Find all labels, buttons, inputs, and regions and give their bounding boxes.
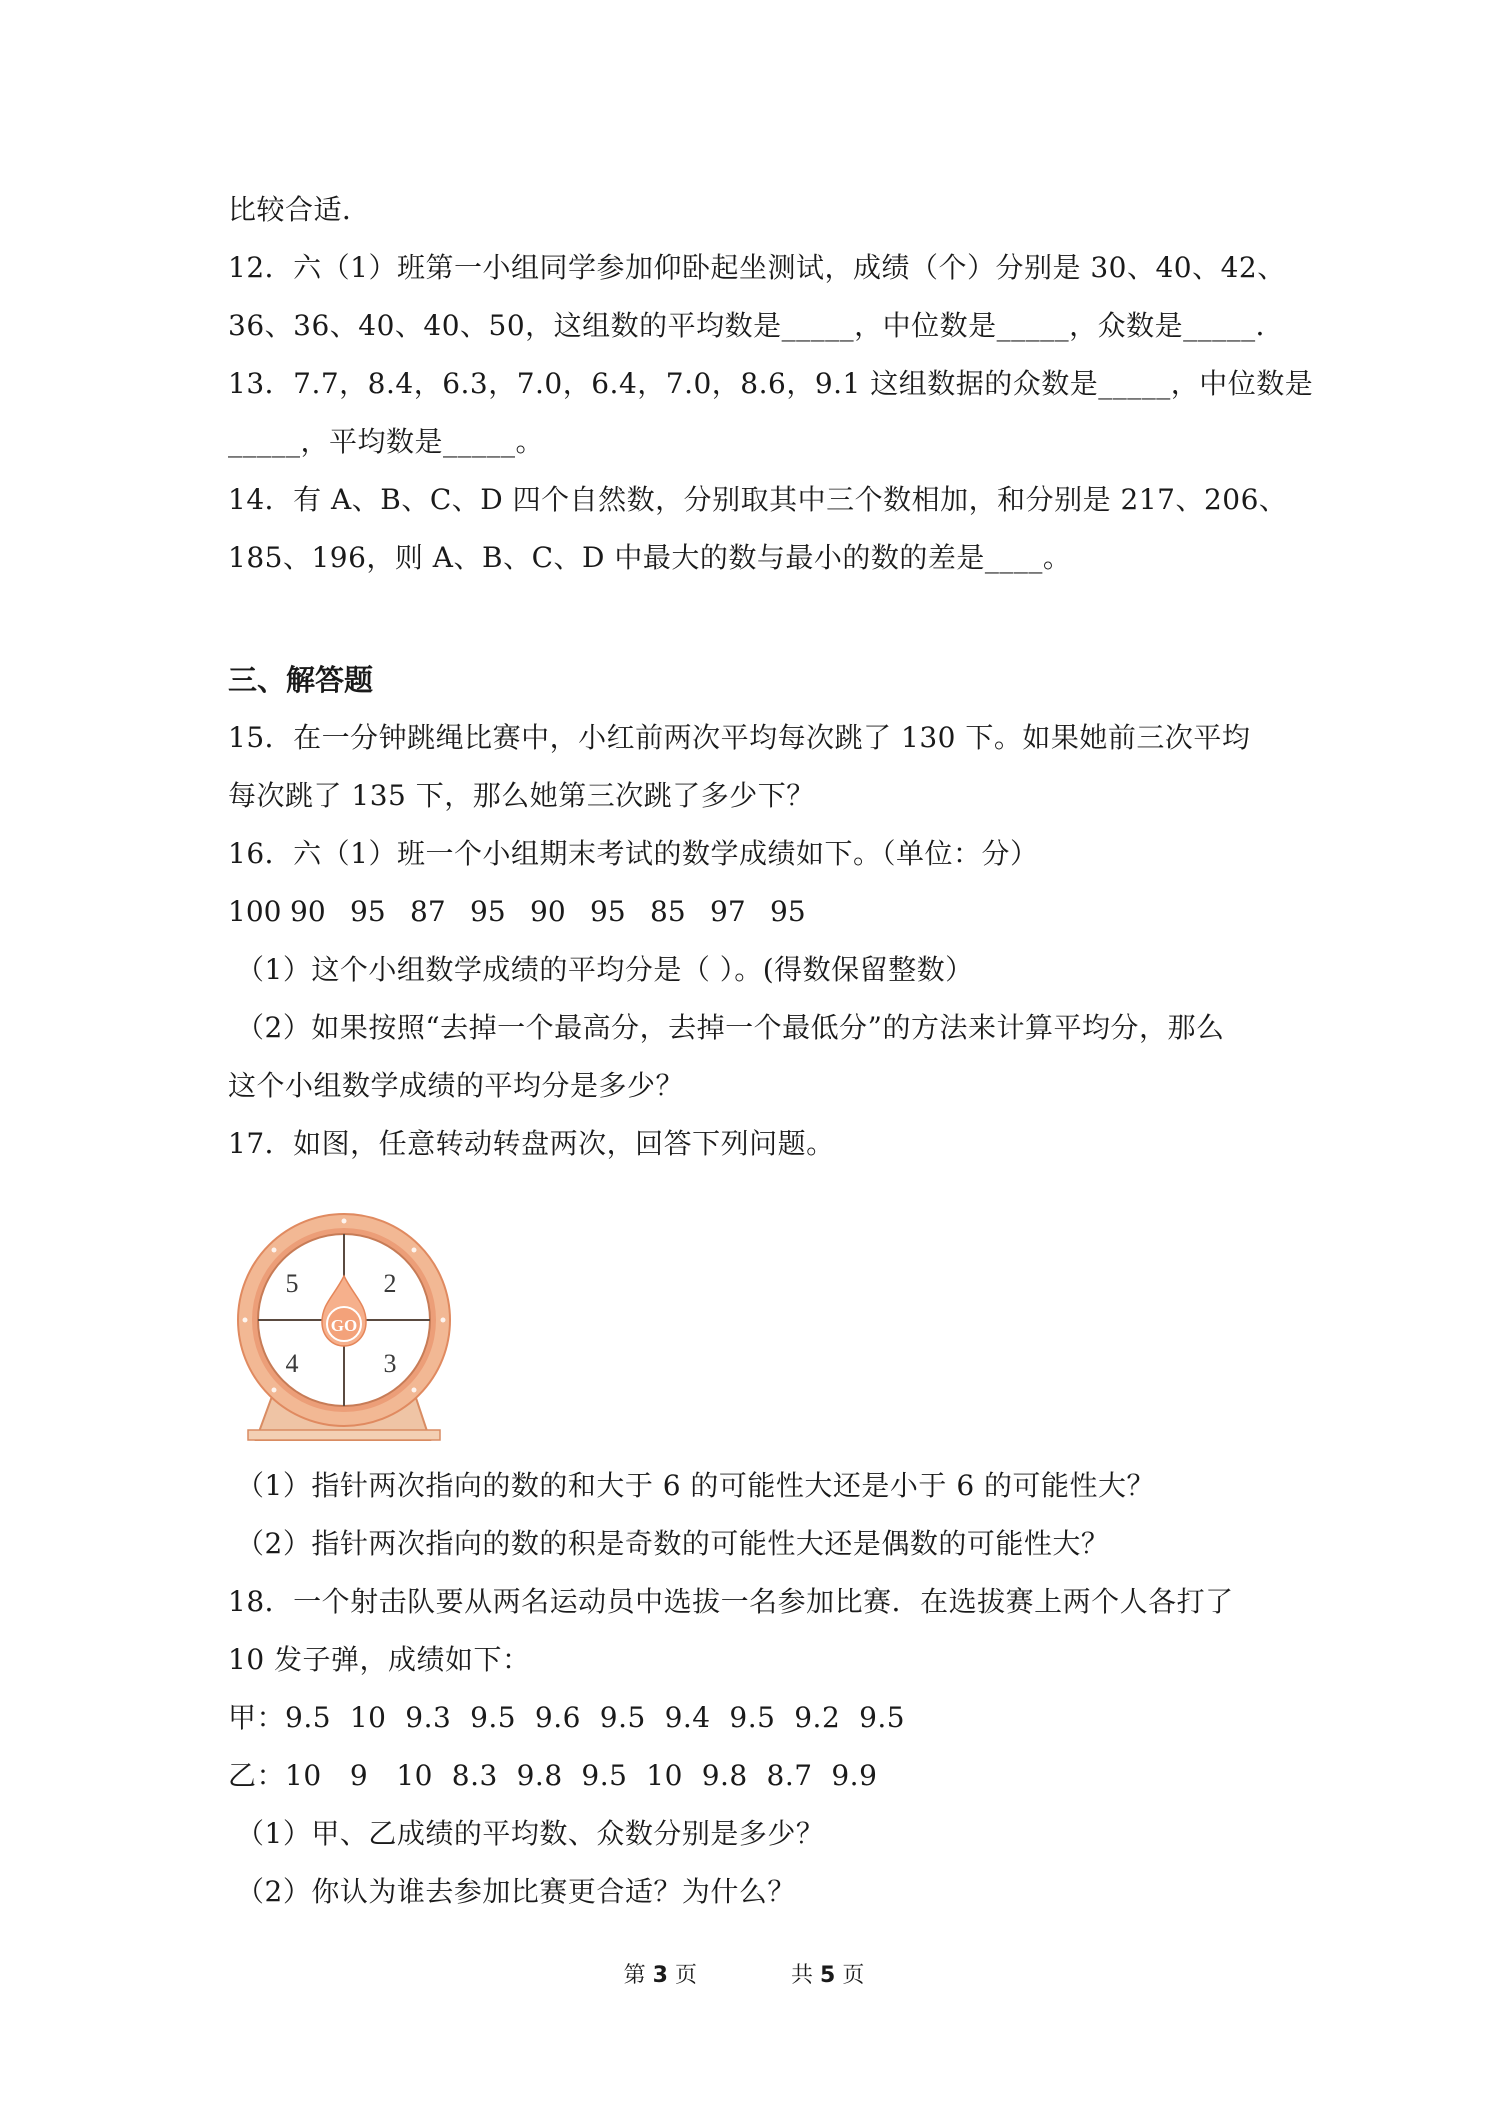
total-pages: 5	[820, 1963, 836, 1988]
question-17-line: 17．如图，任意转动转盘两次，回答下列问题。	[228, 1127, 835, 1160]
question-15-line-2: 每次跳了 135 下，那么她第三次跳了多少下？	[228, 779, 815, 812]
question-18-line-2: 10 发子弹，成绩如下：	[228, 1643, 531, 1676]
score-value: 85	[650, 895, 686, 928]
question-18-part-2: （2）你认为谁去参加比赛更合适？为什么？	[236, 1875, 796, 1908]
spinner-base	[248, 1430, 440, 1440]
page-footer	[0, 1960, 1488, 1992]
question-15-line-1: 15．在一分钟跳绳比赛中，小红前两次平均每次跳了 130 下。如果她前三次平均	[228, 721, 1251, 754]
question-13-line-1: 13．7.7，8.4，6.3，7.0，6.4，7.0，8.6，9.1 这组数据的众数是_____，中位数是	[228, 367, 1314, 400]
question-12-line-1: 12．六（1）班第一小组同学参加仰卧起坐测试，成绩（个）分别是 30、40、42、	[228, 251, 1286, 284]
question-18-part-1: （1）甲、乙成绩的平均数、众数分别是多少？	[236, 1817, 825, 1850]
page-label-pre: 第	[623, 1963, 646, 1988]
score-value: 90	[530, 895, 566, 928]
score-value: 95	[350, 895, 386, 928]
spinner-number: 5	[285, 1269, 299, 1298]
score-list	[228, 892, 830, 932]
score-value: 95	[470, 895, 506, 928]
question-18-line-1: 18．一个射击队要从两名运动员中选拔一名参加比赛．在选拔赛上两个人各打了	[228, 1585, 1234, 1618]
question-16-part-2-line-2: 这个小组数学成绩的平均分是多少？	[228, 1069, 685, 1102]
score-value: 95	[770, 895, 806, 928]
spinner-number: 3	[383, 1349, 397, 1378]
score-value: 100	[228, 895, 282, 928]
spinner-number: 4	[285, 1349, 299, 1378]
question-13-line-2: _____，平均数是_____。	[228, 425, 545, 458]
text-line-continuation: 比较合适．	[228, 193, 371, 226]
question-14-line-1: 14．有 A、B、C、D 四个自然数，分别取其中三个数相加，和分别是 217、206、	[228, 483, 1288, 516]
total-label-pre: 共	[791, 1963, 814, 1988]
spinner-go-label: GO	[330, 1316, 358, 1335]
score-value: 90	[290, 895, 326, 928]
question-14-line-2: 185、196，则 A、B、C、D 中最大的数与最小的数的差是____。	[228, 541, 1072, 574]
score-value: 87	[410, 895, 446, 928]
scores-jia: 甲：9.5 10 9.3 9.5 9.6 9.5 9.4 9.5 9.2 9.5	[228, 1701, 906, 1734]
question-17-part-1: （1）指针两次指向的数的和大于 6 的可能性大还是小于 6 的可能性大？	[236, 1469, 1156, 1502]
page-label-post: 页	[674, 1963, 697, 1988]
spinner-figure	[226, 1212, 462, 1442]
question-16-line: 16．六（1）班一个小组期末考试的数学成绩如下。（单位：分）	[228, 837, 1039, 870]
section-heading: 三、解答题	[228, 663, 374, 697]
score-value: 97	[710, 895, 746, 928]
spinner-number: 2	[383, 1269, 397, 1298]
question-17-part-2: （2）指针两次指向的数的积是奇数的可能性大还是偶数的可能性大？	[236, 1527, 1110, 1560]
scores-yi: 乙：10 9 10 8.3 9.8 9.5 10 9.8 8.7 9.9	[228, 1759, 878, 1792]
question-16-part-2-line-1: （2）如果按照“去掉一个最高分，去掉一个最低分”的方法来计算平均分，那么	[236, 1011, 1225, 1044]
page-number: 3	[652, 1963, 668, 1988]
total-label-post: 页	[842, 1963, 865, 1988]
question-12-line-2: 36、36、40、40、50，这组数的平均数是_____，中位数是_____，众数是_____．	[228, 309, 1285, 342]
question-16-part-1: （1）这个小组数学成绩的平均分是（ ）。(得数保留整数）	[236, 953, 974, 986]
score-value: 95	[590, 895, 626, 928]
